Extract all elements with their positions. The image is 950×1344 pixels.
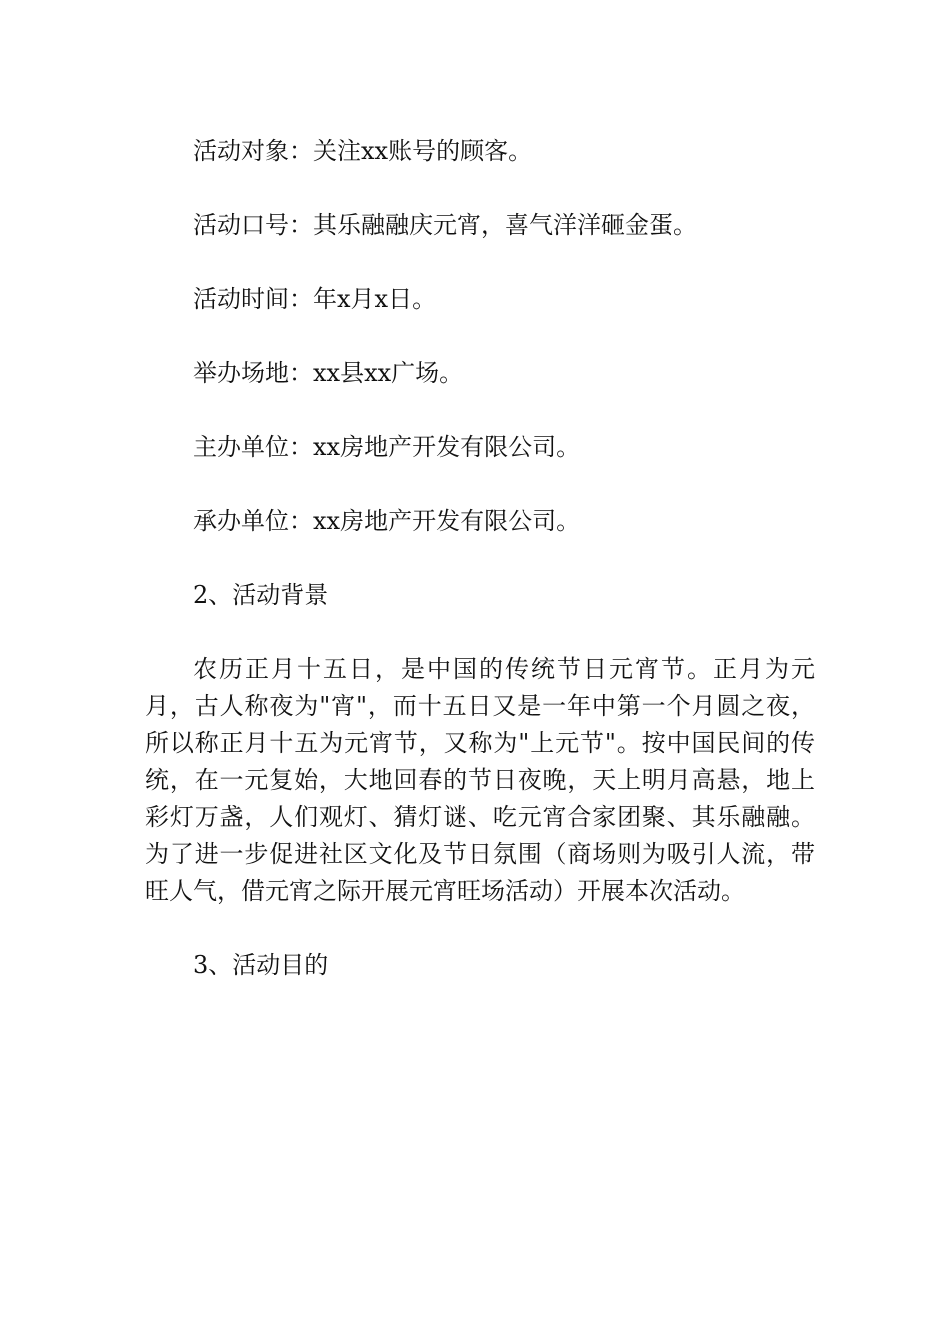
venue-line: 举办场地：xx县xx广场。 — [193, 359, 464, 387]
activity-time-line: 活动时间：年x月x日。 — [193, 285, 437, 313]
activity-target-line: 活动对象：关注xx账号的顾客。 — [193, 137, 533, 165]
background-paragraph: 农历正月十五日，是中国的传统节日元宵节。正月为元月，古人称夜为"宵"，而十五日又是一年中第一个月圆之夜，所以称正月十五为元宵节，又称为"上元节"。按中国民间的传统，在一元复始，大地回春的节日夜晚，天上明月高悬，地上彩灯万盏，人们观灯、猜灯谜、吃元宵合家团聚、其乐融融。为了进一步促进社区文化及节日氛围（商场则为吸引人流，带旺人气，借元宵之际开展元宵旺场活动）开展本次活动。 — [145, 655, 815, 905]
section-heading-purpose: 3、活动目的 — [193, 951, 329, 979]
section-heading-background: 2、活动背景 — [193, 581, 329, 609]
co-organizer-line: 承办单位：xx房地产开发有限公司。 — [193, 507, 581, 535]
activity-slogan-line: 活动口号：其乐融融庆元宵，喜气洋洋砸金蛋。 — [193, 211, 697, 239]
organizer-line: 主办单位：xx房地产开发有限公司。 — [193, 433, 581, 461]
document-body — [145, 133, 815, 984]
